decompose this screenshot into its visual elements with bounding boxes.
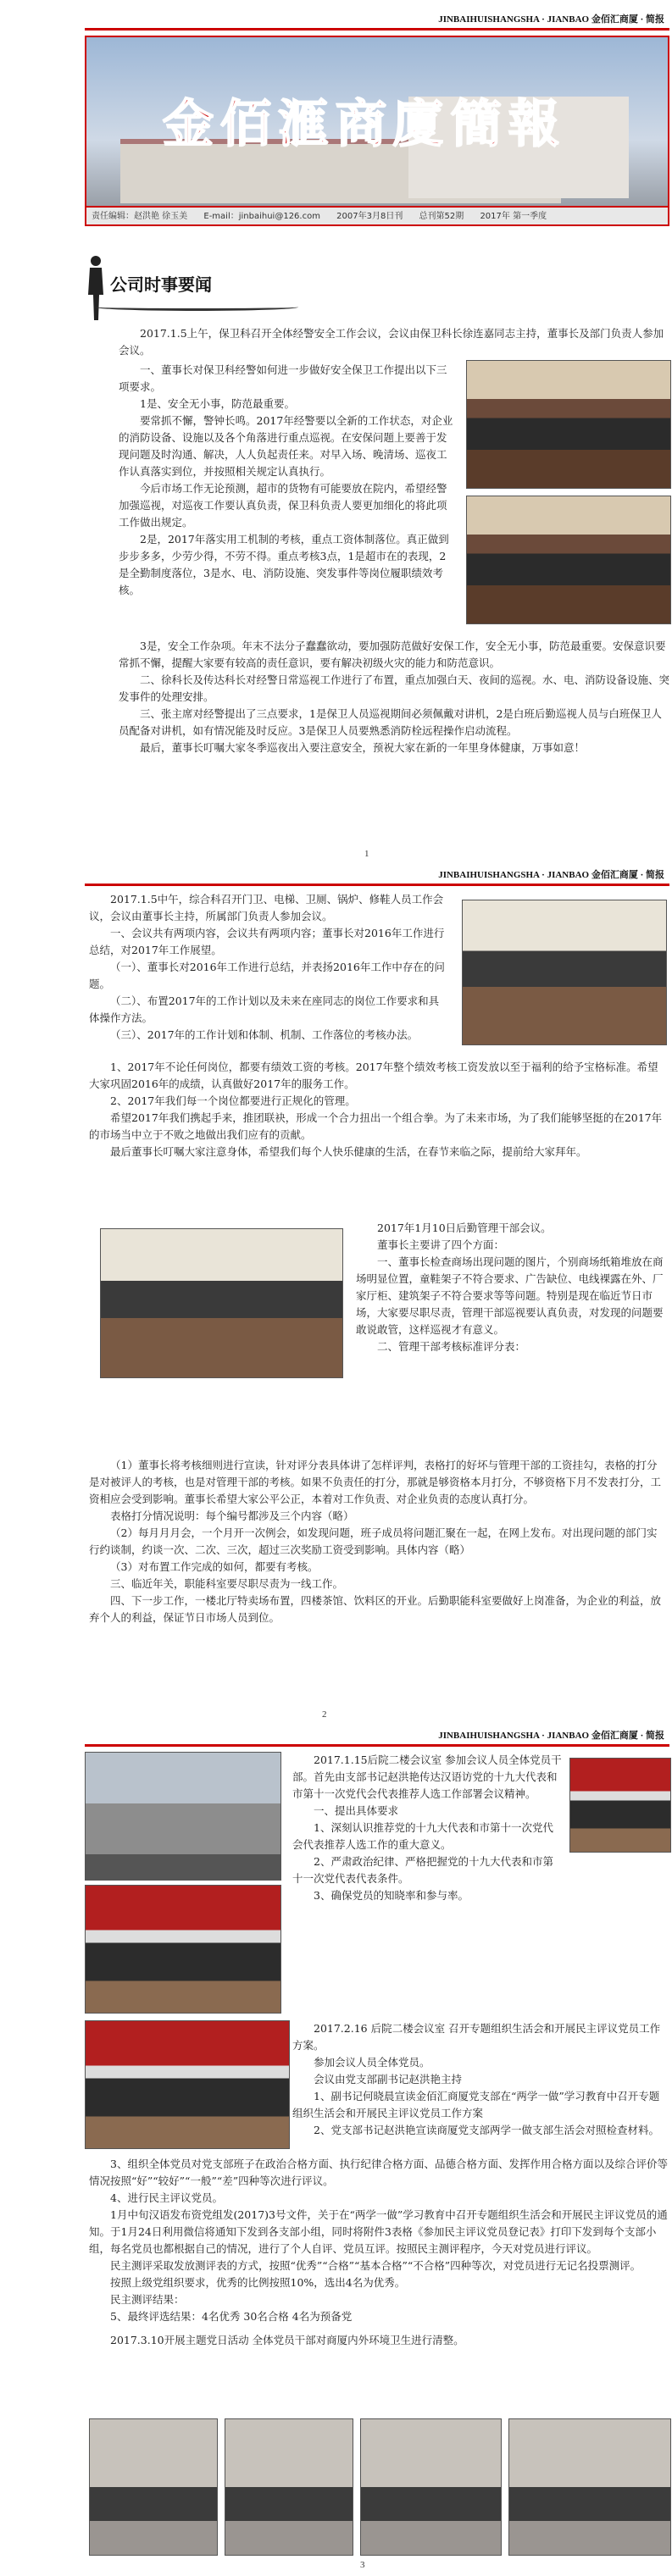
party-meeting-photo [569, 1758, 671, 1853]
meeting-photo [466, 360, 671, 489]
p3-org-life-head: 2017.2.16 后院二楼会议室 召开专题组织生活会和开展民主评议党员工作方案。 参加会议人员全体党员。 会议由党支部副书记赵洪艳主持 1、副书记何晓晨宣读金佰汇商厦党支部在“两学一做”学习教育中召开专题组织生活会和开展民主评议党员工作方案 2、党支部书记赵洪艳宣读商厦党支部两学一做支部生活会对照检查材料。 [292, 2022, 661, 2136]
cleaning-photo [508, 2418, 671, 2556]
meeting-photo [466, 496, 671, 624]
page-number: 1 [364, 849, 369, 859]
page-number: 2 [322, 1709, 327, 1720]
p2-managers-right: 2017年1月10日后勤管理干部会议。 董事长主要讲了四个方面： 一、董事长检查商场出现问题的图片，个别商场纸箱堆放在商场明显位置，童鞋架子不符合要求、广告缺位、电线裸露在外、厂家厅柜、建筑架子不符合要求等等问题。特别是现在临近节日市场，大家要尽职尽责，管理干部巡视要认真负责，对发现的问题要敢说敢管，这样巡视才有意义。 二、管理干部考核标准评分表： [356, 1222, 664, 1353]
p1-body-full: 3是，安全工作杂项。年末不法分子蠢蠢欲动，要加强防范做好安保工作，安全无小事，防范最重要。安保意识要常抓不懈，提醒大家要有较高的责任意识，要有解决初级火灾的能力和防范意识。 二、徐科长及传达科长对经警日常巡视工作进行了布置，重点加强白天、夜间的巡视。水、电、消防设备设施、突发事件的处理安排。 三、张主席对经警提出了三点要求，1是保卫人员巡视期间必须佩戴对讲机，2是白班后勤巡视人员与白班保卫人员配备对讲机，如有情况能及时反应。3是保卫人员要熟悉消防栓远程操作启动流程。 最后，董事长叮嘱大家冬季巡夜出入要注意安全，预祝大家在新的一年里身体健康，万事如意！ [119, 640, 670, 754]
p1-lead: 2017.1.5上午，保卫科召开全体经警安全工作会议，会议由保卫科长徐连嘉同志主持，董事长及部门负责人参加会议。 [119, 327, 664, 357]
masthead-banner [85, 36, 669, 226]
meeting-photo [100, 1228, 343, 1378]
section-title-news: 公司时事要闻 [110, 274, 212, 295]
cleaning-photo [89, 2418, 218, 2556]
p3-party-meeting: 2017.1.15后院二楼会议室 参加会议人员全体党员干部。首先由支部书记赵洪艳传达汉语访党的十九大代表和市第十一次党代会代表推荐人选工作部署会议精神。 一、提出具体要求 1、深刻认识推荐党的十九大代表和市第十一次党代会代表推荐人选工作的重大意义。 2、严肃政治纪律、严格把握党的十九大代表和市第十一次党代表代表条件。 3、确保党员的知晓率和参与率。 [292, 1753, 562, 1902]
cleaning-photo [360, 2418, 502, 2556]
p2-meeting-left: 2017.1.5中午，综合科召开门卫、电梯、卫厕、锅炉、修鞋人员工作会议，会议由董事长主持，所属部门负责人参加会议。 一、会议共有两项内容，会议共有两项内容；董事长对2016年工作进行总结，对2017年工作展望。 （一）、董事长对2016年工作进行总结，并表扬2016年工作中存在的问题。 （二）、布置2017年的工作计划以及未来在座同志的岗位工作要求和具体操作方法。 （三）、2017年的工作计划和体制、机制、工作落位的考核办法。 [89, 893, 445, 1041]
party-meeting-photo [85, 2020, 290, 2149]
p2-managers-full: （1）董事长将考核细则进行宣读，针对评分表具体讲了怎样评判，表格打的好坏与管理干部的工资挂勾，表格的打分是对被评人的考核，也是对管理干部的考核。如果不负责任的打分，那就是够资格本月打分，不够资格下月不发表打分，工资相应会受到影响。董事长希望大家公平公正，本着对工作负责、对企业负责的态度认真打分。 表格打分情况说明：每个编号都涉及三个内容（略） （2）每月月月会，一个月开一次例会，如发现问题，班子成员将问题汇聚在一起，在网上发布。对出现问题的部门实行约谈制，约谈一次、二次、三次，超过三次奖励工资受到影响。具体内容（略） （3）对布置工作完成的如何，都要有考核。 三、临近年关，职能科室要尽职尽责为一线工作。 四、下一步工作，一楼北厅特卖场布置，四楼茶馆、饮料区的开业。后勤职能科室要做好上岗准备，为企业的利益，放弃个人的利益，保证节日市场人员到位。 [89, 1459, 662, 1624]
meeting-photo [462, 900, 667, 1045]
issue-date: 2007年3月8日刊 [336, 212, 403, 221]
running-header-3: JINBAIHUISHANGSHA · JIANBAO 金佰汇商厦 · 简报 [85, 1728, 669, 1747]
masthead-title: 金佰滙商廈簡報 [163, 95, 566, 154]
issue-number: 总刊第52期 [419, 212, 464, 221]
running-header-1: JINBAIHUISHANGSHA · JIANBAO 金佰汇商厦 · 简报 [85, 12, 669, 30]
masthead-info-bar [86, 206, 668, 224]
editor: 责任编辑：赵洪艳 徐玉美 [92, 212, 188, 221]
title-underline [95, 303, 298, 311]
page-number: 3 [360, 2560, 365, 2570]
p3-org-life-body: 3、组织全体党员对党支部班子在政治合格方面、执行纪律合格方面、品德合格方面、发挥作用合格方面以及综合评价等情况按照“好”“较好”“一般”“差”四种等次进行评议。 4、进行民主评议党员。 1月中旬汉语发布资党组发(2017)3号文件，关于在“两学一做”学习教育中召开专题组织生活会和开展民主评议党员的通知。于1月24日利用微信将通知下发到各支部小组，同时将附件3表格《参加民主评议党员登记表》打印下发到每个支部小组，每名党员也都根据自己的情况，进行了个人自评、党员互评。按照民主测评程序，今天对党员进行评议。 民主测评采取发放测评表的方式，按照“优秀”“合格”“基本合格”“不合格”四种等次，对党员进行无记名投票测评。 按照上级党组织要求，优秀的比例按照10%，选出4名为优秀。 民主测评结果： 5、最终评选结果：4名优秀 30名合格 4名为预备党 2017.3.10开展主题党日活动 全体党员干部对商厦内外环境卫生进行清整。 [89, 2158, 668, 2346]
running-header-2: JINBAIHUISHANGSHA · JIANBAO 金佰汇商厦 · 简报 [85, 867, 669, 886]
issue-quarter: 2017年 第一季度 [480, 212, 547, 221]
p2-meeting-full: 1、2017年不论任何岗位，都要有绩效工资的考核。2017年整个绩效考核工资发放以至于福利的给予宝格标准。希望大家巩固2016年的成绩，认真做好2017年的服务工作。 2、2017年我们每一个岗位都要进行正规化的管理。 希望2017年我们携起手来，推团联袂，形成一个合力扭出一个组合拳。为了未来市场，为了我们能够坚挺的在2017年的市场当中立于不败之地做出我们应有的贡献。 最后董事长叮嘱大家注意身体，希望我们每个人快乐健康的生活，在春节来临之际，提前给大家拜年。 [89, 1061, 663, 1158]
p1-body-left: 一、董事长对保卫科经警如何进一步做好安全保卫工作提出以下三项要求。 1是、安全无小事，防范最重要。 要常抓不懈，警钟长鸣。2017年经警要以全新的工作状态，对企业的消防设备、设施以及各个角落进行重点巡视。在安保问题上要善于发现问题及时沟通、解决，人人负起责任来。对早入场、晚清场、巡夜工作认真落实到位，并按照相关规定认真执行。 今后市场工作无论预测，超市的货物有可能要放在院内，希望经警加强巡视，对巡夜工作要认真负责，保卫科负责人要更加细化的将此项工作做出规定。 2是，2017年落实用工机制的考核，重点工资体制落位。真正做到步步多多，少劳少得，不劳不得。重点考核3点，1是超市在的表现，2是全勤制度落位，3是水、电、消防设施、突发事件等岗位履职绩效考核。 [119, 363, 453, 596]
building-photo [85, 1752, 281, 1881]
email: E-mail：jinbaihui@126.com [203, 212, 320, 221]
cleaning-photo [225, 2418, 353, 2556]
party-meeting-photo [85, 1885, 281, 2014]
businessman-silhouette-icon [83, 254, 108, 322]
